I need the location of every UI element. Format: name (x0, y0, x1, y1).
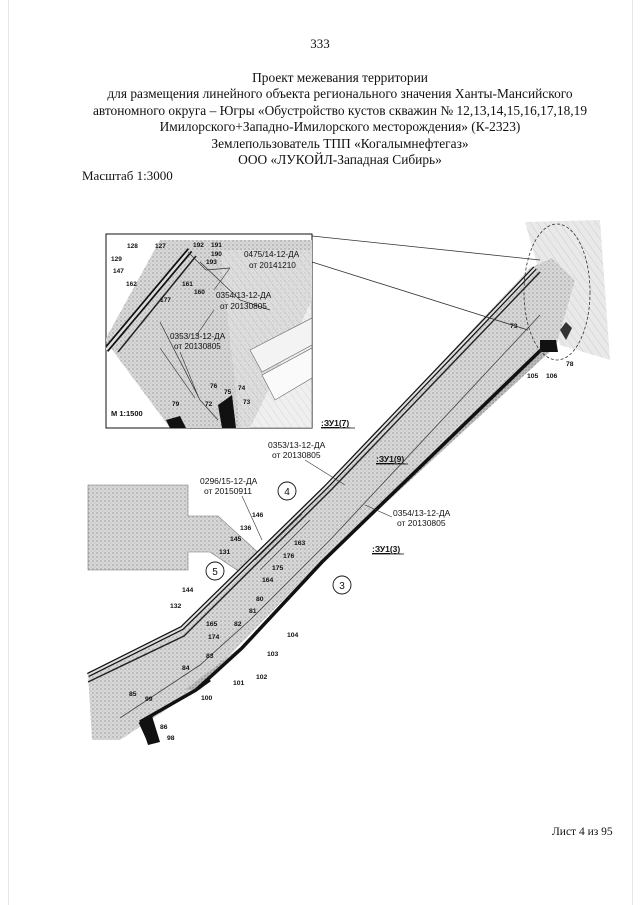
point-136: 136 (240, 525, 252, 532)
header-line-5: Землепользователь ТПП «Когалымнефтегаз» (211, 135, 469, 151)
point-81: 81 (249, 608, 257, 615)
point-102: 102 (256, 674, 268, 681)
header-line-3: автономного округа – Югры «Обустройство кустов скважин № 12,13,14,15,16,17,18,19 (92, 102, 588, 118)
inset-point-193: 193 (206, 259, 217, 266)
point-146: 146 (252, 512, 264, 519)
point-145: 145 (230, 536, 242, 543)
parcel-0353-main: 0353/13-12-ДА (268, 440, 326, 450)
point-82: 82 (234, 621, 242, 628)
header-line-4: Имилорского+Западно-Имилорского месторождения» (К-2323) (159, 119, 521, 135)
circle-marker-3 (333, 576, 351, 594)
parcel-0296-main: 0296/15-12-ДА (200, 476, 258, 486)
inset-point-162: 162 (126, 281, 137, 288)
circle-label-3: 3 (339, 581, 345, 592)
parcel-0354-main: 0354/13-12-ДА (393, 508, 451, 518)
circle-label-5: 5 (212, 567, 218, 578)
point-86: 86 (160, 724, 168, 731)
point-78: 78 (566, 361, 574, 368)
inset-scale-box (108, 407, 152, 418)
inset-point-75: 75 (224, 389, 232, 396)
point-176: 176 (283, 553, 295, 560)
sheet-number: Лист 4 из 95 (552, 826, 613, 838)
inset-point-73: 73 (243, 399, 251, 406)
scale-label: Масштаб 1:3000 (82, 168, 173, 183)
inset-parcel-0353: 0353/13-12-ДА (170, 332, 226, 341)
point-144: 144 (182, 587, 194, 594)
inset-point-128: 128 (127, 243, 138, 250)
block-105 (540, 340, 558, 352)
inset-point-127: 127 (155, 243, 166, 250)
point-98: 98 (167, 735, 175, 742)
point-174: 174 (208, 634, 220, 641)
parcel-0296-date-main: от 20150911 (204, 486, 252, 496)
inset-point-177: 177 (160, 297, 171, 304)
circle-marker-4 (278, 482, 296, 500)
inset-parcel-0475: 0475/14-12-ДА (244, 250, 300, 259)
inset-point-74: 74 (238, 385, 246, 392)
point-84: 84 (182, 665, 190, 672)
inset-point-161: 161 (182, 281, 193, 288)
point-83: 83 (206, 653, 214, 660)
point-163: 163 (294, 540, 306, 547)
inset-point-79: 79 (172, 401, 180, 408)
point-99: 99 (145, 696, 153, 703)
point-131: 131 (219, 549, 231, 556)
point-104: 104 (287, 632, 299, 639)
inset-point-190: 190 (211, 251, 222, 258)
point-100: 100 (201, 695, 213, 702)
point-105: 105 (527, 373, 539, 380)
parcel-0353-date-main: от 20130805 (272, 450, 321, 460)
page-number: 333 (310, 36, 330, 51)
zone-label-zu1-9: :ЗУ1(9) (376, 454, 405, 464)
inset-parcel-0353-date: от 20130805 (174, 342, 221, 351)
circle-marker-5 (206, 562, 224, 580)
point-132: 132 (170, 603, 182, 610)
inset-scale-label: М 1:1500 (111, 409, 143, 418)
inset-point-160: 160 (194, 289, 205, 296)
point-73-main: 73 (510, 323, 518, 330)
inset-parcel-0354: 0354/13-12-ДА (216, 291, 272, 300)
point-101: 101 (233, 680, 245, 687)
point-164: 164 (262, 577, 274, 584)
point-85: 85 (129, 691, 137, 698)
left-parcel-area (88, 485, 262, 572)
inset-point-129: 129 (111, 256, 122, 263)
inset-point-191: 191 (211, 242, 222, 249)
point-106: 106 (546, 373, 558, 380)
point-165: 165 (206, 621, 218, 628)
zone-label-zu1-7: :ЗУ1(7) (321, 418, 350, 428)
inset-parcel-0475-date: от 20141210 (249, 261, 296, 270)
inset-point-72: 72 (205, 401, 213, 408)
parcel-0354-date-main: от 20130805 (397, 518, 446, 528)
circle-label-4: 4 (284, 487, 290, 498)
zone-label-zu1-3: :ЗУ1(3) (372, 544, 401, 554)
point-80: 80 (256, 596, 264, 603)
header-line-1: Проект межевания территории (252, 70, 428, 85)
point-175: 175 (272, 565, 284, 572)
inset-map (105, 234, 312, 428)
inset-point-192: 192 (193, 242, 204, 249)
header-line-6: ООО «ЛУКОЙЛ-Западная Сибирь» (238, 152, 442, 168)
inset-parcel-0354-date: от 20130805 (220, 302, 267, 311)
inset-point-76: 76 (210, 383, 218, 390)
inset-point-147: 147 (113, 268, 124, 275)
point-103: 103 (267, 651, 279, 658)
header-line-2: для размещения линейного объекта регионального значения Ханты-Мансийского (107, 86, 573, 102)
